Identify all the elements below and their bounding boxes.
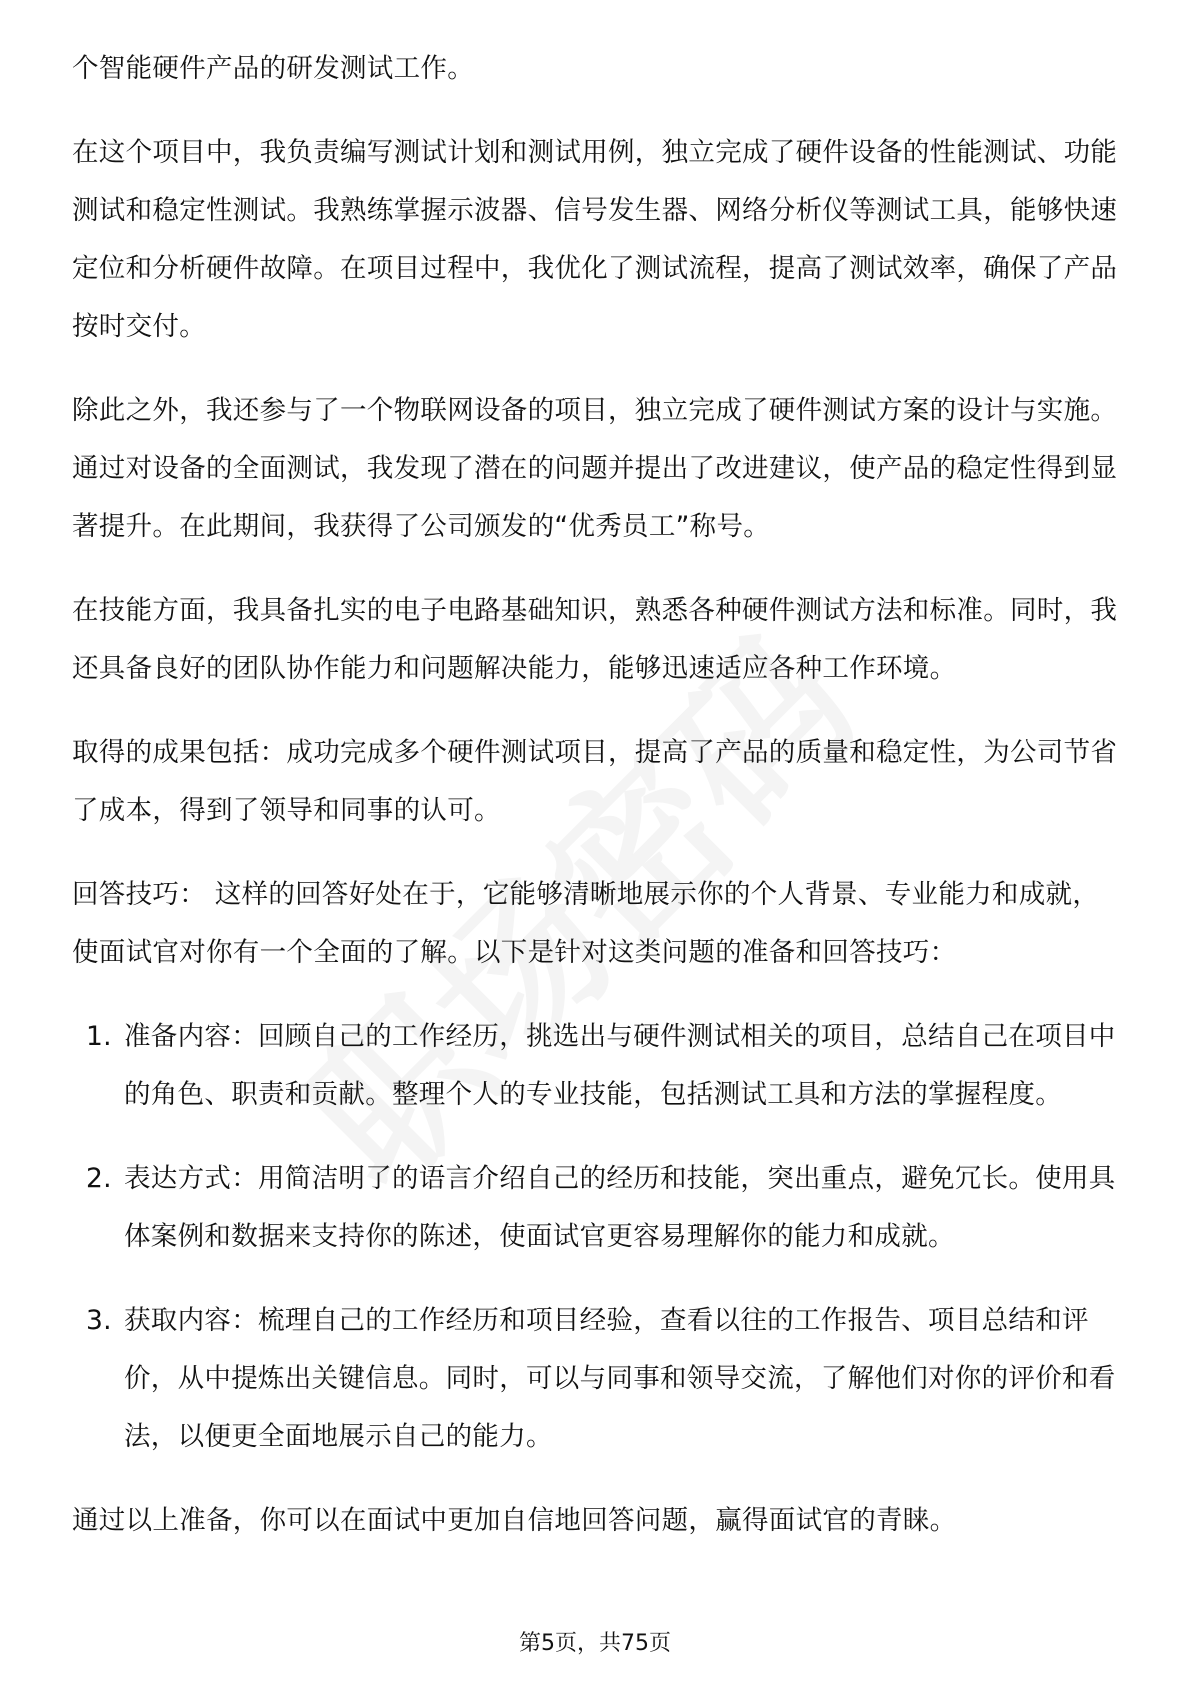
paragraph-project-responsibilities: 在这个项目中，我负责编写测试计划和测试用例，独立完成了硬件设备的性能测试、功能测试和稳定性测试。我熟练掌握示波器、信号发生器、网络分析仪等测试工具，能够快速定位和分析硬件故障。在项目过程中，我优化了测试流程，提高了测试效率，确保了产品按时交付。 xyxy=(72,137,1118,342)
list-item-text: 准备内容：回顾自己的工作经历，挑选出与硬件测试相关的项目，总结自己在项目中的角色、职责和贡献。整理个人的专业技能，包括测试工具和方法的掌握程度。 xyxy=(124,1021,1116,1110)
paragraph-skills: 在技能方面，我具备扎实的电子电路基础知识，熟悉各种硬件测试方法和标准。同时，我还具备良好的团队协作能力和问题解决能力，能够迅速适应各种工作环境。 xyxy=(72,595,1118,684)
list-item xyxy=(72,1150,1118,1266)
page-footer: 第5页，共75页 xyxy=(519,1631,671,1656)
page-content xyxy=(72,40,1118,1576)
list-number: 2. xyxy=(86,1163,112,1194)
paragraph-answer-tips: 回答技巧： 这样的回答好处在于，它能够清晰地展示你的个人背景、专业能力和成就，使面试官对你有一个全面的了解。以下是针对这类问题的准备和回答技巧： xyxy=(72,879,1100,968)
paragraph-intro-continuation: 个智能硬件产品的研发测试工作。 xyxy=(72,53,474,84)
paragraph-achievements: 取得的成果包括：成功完成多个硬件测试项目，提高了产品的质量和稳定性，为公司节省了成本，得到了领导和同事的认可。 xyxy=(72,737,1118,826)
list-item xyxy=(72,1008,1118,1124)
paragraph-iot-project: 除此之外，我还参与了一个物联网设备的项目，独立完成了硬件测试方案的设计与实施。通过对设备的全面测试，我发现了潜在的问题并提出了改进建议，使产品的稳定性得到显著提升。在此期间，我获得了公司颁发的“优秀员工”称号。 xyxy=(72,395,1118,542)
list-item xyxy=(72,1292,1118,1466)
paragraph-closing: 通过以上准备，你可以在面试中更加自信地回答问题，赢得面试官的青睐。 xyxy=(72,1505,957,1536)
list-item-text: 获取内容：梳理自己的工作经历和项目经验，查看以往的工作报告、项目总结和评价，从中提炼出关键信息。同时，可以与同事和领导交流，了解他们对你的评价和看法，以便更全面地展示自己的能力。 xyxy=(124,1305,1116,1452)
list-item-text: 表达方式：用简洁明了的语言介绍自己的经历和技能，突出重点，避免冗长。使用具体案例和数据来支持你的陈述，使面试官更容易理解你的能力和成就。 xyxy=(124,1163,1116,1252)
list-number: 3. xyxy=(86,1305,112,1336)
list-number: 1. xyxy=(86,1021,112,1052)
tips-list xyxy=(72,1008,1118,1466)
